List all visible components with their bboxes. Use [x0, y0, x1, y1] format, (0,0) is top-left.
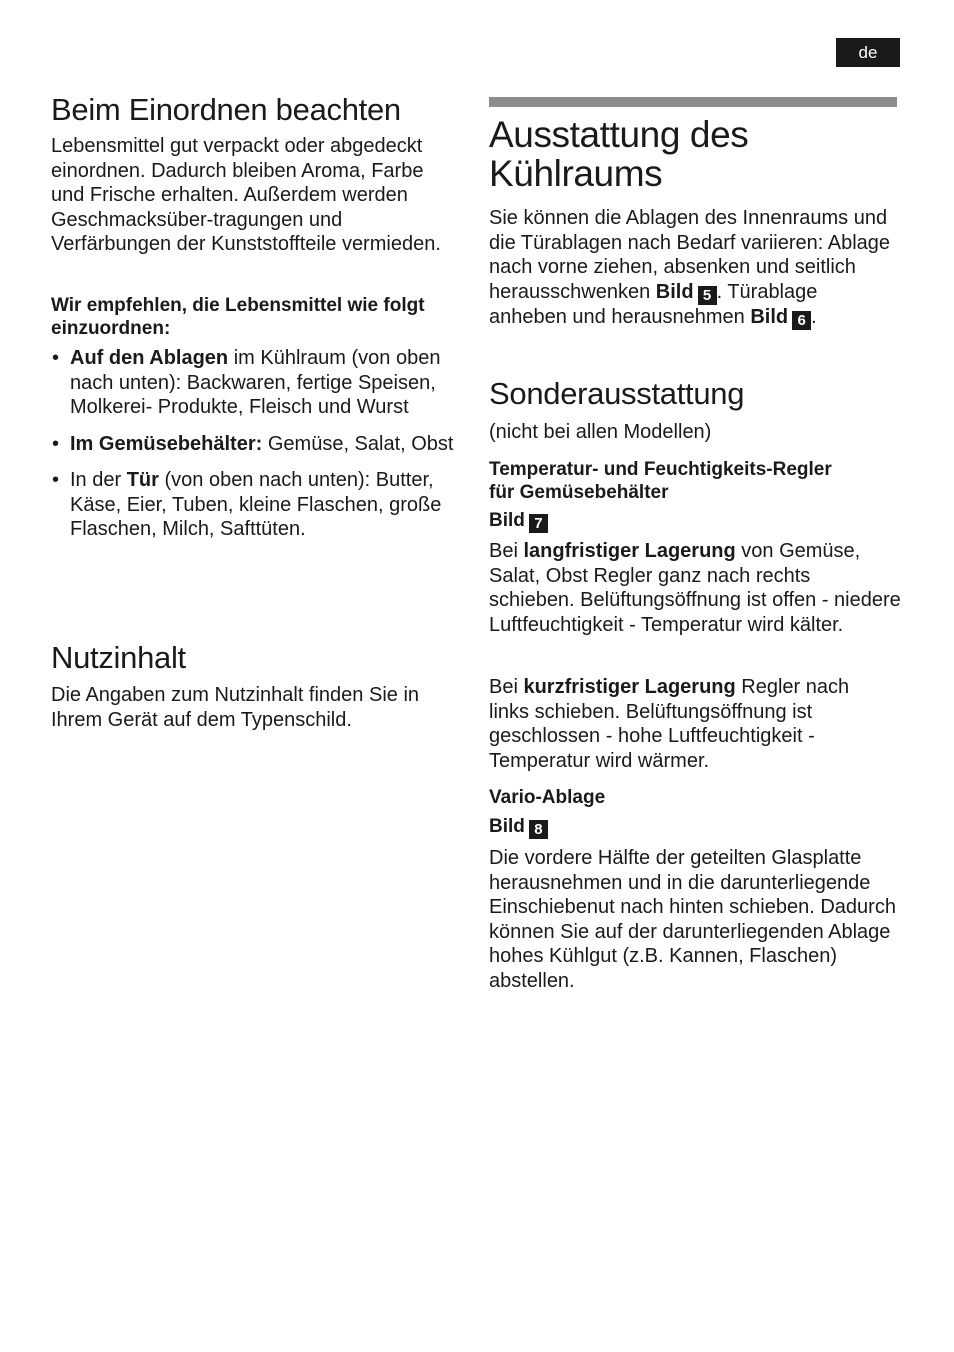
main-title: Ausstattung des Kühlraums	[489, 114, 749, 194]
subheading-regler: Temperatur- und Feuchtigkeits-Regler für Gemüsebehälter	[489, 459, 832, 503]
heading-nutzinhalt: Nutzinhalt	[51, 640, 186, 675]
language-badge: de	[836, 38, 900, 67]
heading-sonderausstattung: Sonderausstattung	[489, 376, 745, 411]
subheading-empfehlung: Wir empfehlen, die Lebensmittel wie folgt einzuordnen:	[51, 295, 425, 339]
paragraph-einordnen: Lebensmittel gut verpackt oder abgedeckt einordnen. Dadurch bleiben Aroma, Farbe und Frische erhalten. Außerdem werden Geschmacksüber-tragungen und Verfärbungen der Kunststoffteile vermieden.	[51, 135, 441, 255]
heading-beim-einordnen: Beim Einordnen beachten	[51, 92, 401, 127]
figure-8-icon: 8	[529, 820, 548, 839]
paragraph-nutzinhalt: Die Angaben zum Nutzinhalt finden Sie in Ihrem Gerät auf dem Typenschild.	[51, 684, 420, 731]
paragraph-langfristig: Bei langfristiger Lagerung von Gemüse, Salat, Obst Regler ganz nach rechts schieben. Belüftungsöffnung ist offen - niedere Luftfeuchtigkeit - Temperatur wird kälter.	[489, 540, 901, 636]
note-modelle: (nicht bei allen Modellen)	[489, 421, 712, 443]
figure-6-icon: 6	[792, 311, 811, 330]
storage-bullet-list	[51, 346, 456, 542]
figure-ref-7: Bild 7	[489, 509, 548, 533]
list-item: • In der Tür (von oben nach unten): Butter, Käse, Eier, Tuben, kleine Flaschen, große Flaschen, Milch, Safttüten.	[51, 468, 456, 542]
figure-5-icon: 5	[698, 286, 717, 305]
paragraph-vario: Die vordere Hälfte der geteilten Glasplatte herausnehmen und in die darunterliegende Einschiebenut nach hinten schieben. Dadurch können Sie auf der darunterliegenden Ablage hohes Kühlgut (z.B. Kannen, Flaschen) abstellen.	[489, 847, 896, 992]
figure-ref-8: Bild 8	[489, 815, 548, 839]
subheading-vario-ablage: Vario-Ablage	[489, 787, 606, 808]
list-item: • Im Gemüsebehälter: Gemüse, Salat, Obst	[51, 432, 456, 457]
section-rule	[489, 97, 897, 107]
figure-7-icon: 7	[529, 514, 548, 533]
paragraph-kurzfristig: Bei kurzfristiger Lagerung Regler nach links schieben. Belüftungsöffnung ist geschlossen - hohe Luftfeuchtigkeit - Temperatur wird wärmer.	[489, 676, 850, 772]
paragraph-intro: Sie können die Ablagen des Innenraums und die Türablagen nach Bedarf variieren: Ablage nach vorne ziehen, absenken und seitlich herausschwenken Bild 5 . Türablage anheben und herausnehmen Bild 6 .	[489, 207, 891, 329]
list-item: • Auf den Ablagen im Kühlraum (von oben nach unten): Backwaren, fertige Speisen, Molkerei- Produkte, Fleisch und Wurst	[51, 346, 456, 420]
